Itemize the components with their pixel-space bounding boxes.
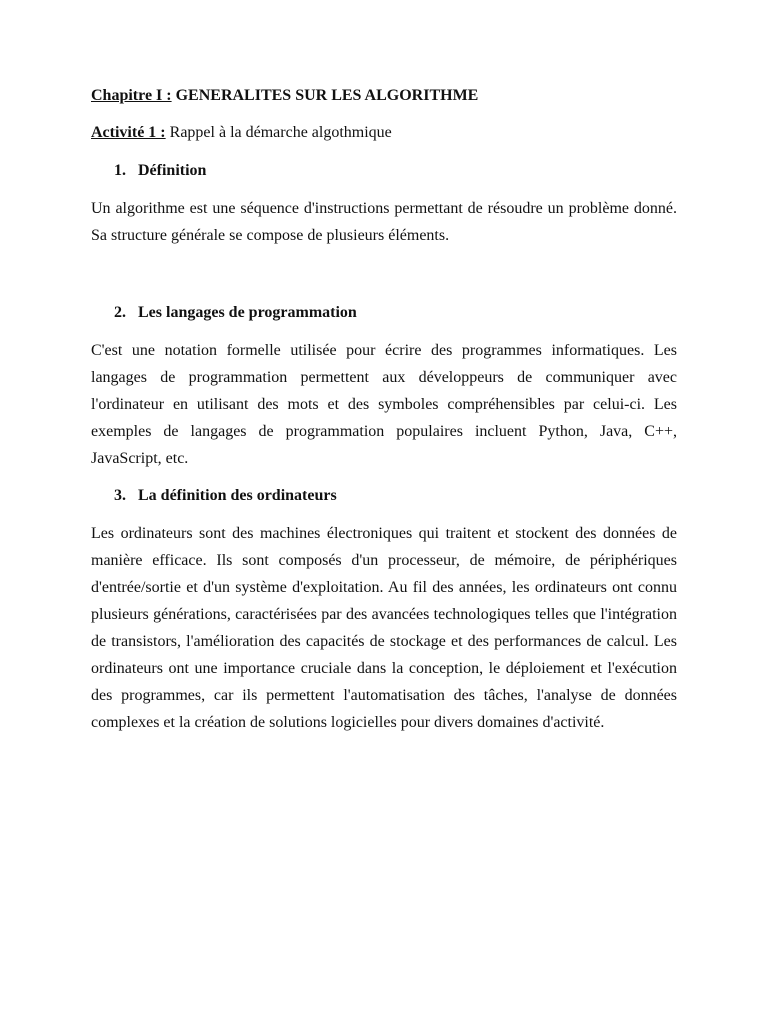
section-heading-ordinateurs xyxy=(91,484,677,508)
section-number: 3. xyxy=(114,487,126,504)
chapter-prefix: Chapitre I : xyxy=(91,87,172,104)
section-heading-text: Définition xyxy=(138,162,207,179)
section-number: 1. xyxy=(114,162,126,179)
section-heading-definition xyxy=(91,159,677,183)
chapter-title-text: GENERALITES SUR LES ALGORITHME xyxy=(171,87,479,104)
section-paragraph-definition: Un algorithme est une séquence d'instructions permettant de résoudre un problème donné. Sa structure générale se compose de plusieurs éléments. xyxy=(91,200,677,244)
activity-prefix: Activité 1 : xyxy=(91,124,166,141)
section-heading-text: Les langages de programmation xyxy=(138,304,357,321)
chapter-title xyxy=(91,84,677,108)
activity-line xyxy=(91,121,677,145)
section-paragraph-ordinateurs: Les ordinateurs sont des machines électroniques qui traitent et stockent des données de manière efficace. Ils sont composés d'un processeur, de mémoire, de périphériques d'entrée/sortie et d'un système d'exploitation. Au fil des années, les ordinateurs ont connu plusieurs générations, caractérisées par des avancées technologiques telles que l'intégration de transistors, l'amélioration des capacités de stockage et des performances de calcul. Les ordinateurs ont une importance cruciale dans la conception, le déploiement et l'exécution des programmes, car ils permettent l'automatisation des tâches, l'analyse de données complexes et la création de solutions logicielles pour divers domaines d'activité. xyxy=(91,525,677,731)
section-heading-text: La définition des ordinateurs xyxy=(138,487,337,504)
section-heading-langages xyxy=(91,301,677,325)
section-number: 2. xyxy=(114,304,126,321)
activity-text: Rappel à la démarche algothmique xyxy=(165,124,392,141)
section-paragraph-langages: C'est une notation formelle utilisée pour écrire des programmes informatiques. Les langages de programmation permettent aux développeurs de communiquer avec l'ordinateur en utilisant des mots et des symboles compréhensibles par celui-ci. Les exemples de langages de programmation populaires incluent Python, Java, C++, JavaScript, etc. xyxy=(91,342,677,467)
